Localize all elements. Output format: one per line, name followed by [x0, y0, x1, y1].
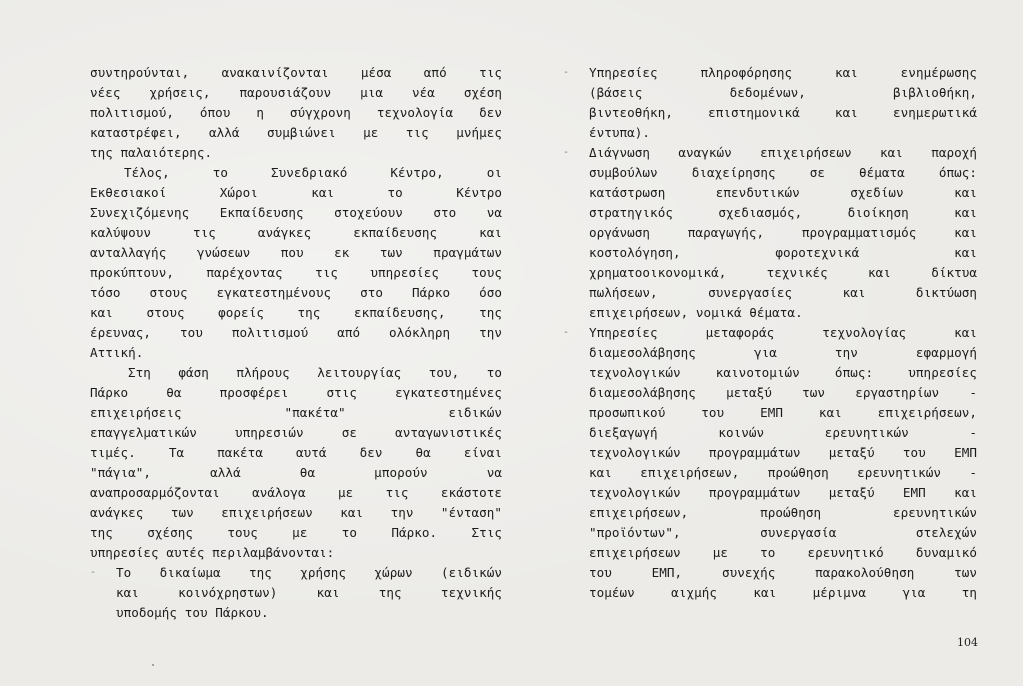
- text-line: προσωπικού του ΕΜΠ και επιχειρήσεων,: [589, 405, 977, 420]
- text-line: έρευνας, του πολιτισμού από ολόκληρη την: [90, 325, 502, 340]
- right-text-column: [563, 63, 977, 603]
- text-line: υποδομής του Πάρκου.: [116, 605, 269, 620]
- text-line: "πάγια", αλλά θα μπορούν να: [90, 465, 502, 480]
- bullet-dash: -: [563, 147, 570, 158]
- text-line: συντηρούνται, ανακαινίζονται μέσα από τις: [90, 65, 502, 80]
- text-line: "προϊόντων", συνεργασία στελεχών: [589, 525, 977, 540]
- text-line: διαμεσολάβησης μεταξύ των εργαστηρίων -: [589, 385, 977, 400]
- text-line: στρατηγικός σχεδιασμός, διοίκηση και: [589, 205, 977, 220]
- text-line: κατάστρωση επενδυτικών σχεδίων και: [589, 185, 977, 200]
- text-line: επιχειρήσεων με το ερευνητικό δυναμικό: [589, 545, 977, 560]
- text-line: Υπηρεσίες μεταφοράς τεχνολογίας και: [589, 325, 977, 340]
- bullet-item-information: [563, 63, 977, 143]
- text-line: τόσο στους εγκατεστημένους στο Πάρκο όσο: [90, 285, 502, 300]
- text-line: υπηρεσίες αυτές περιλαμβάνονται:: [90, 545, 335, 560]
- text-line: ανάγκες των επιχειρήσεων και την "ένταση": [90, 505, 502, 520]
- bullet-text: [589, 143, 977, 323]
- text-line: του ΕΜΠ, συνεχής παρακολούθηση των: [589, 565, 977, 580]
- text-line: τεχνολογικών καινοτομιών όπως: υπηρεσίες: [589, 365, 977, 380]
- text-line: τεχνολογικών προγραμμάτων μεταξύ ΕΜΠ και: [589, 485, 977, 500]
- text-line: χρηματοοικονομικά, τεχνικές και δίκτυα: [589, 265, 977, 280]
- text-line: επιχειρήσεων, νομικά θέματα.: [589, 305, 803, 320]
- text-line: επαγγελματικών υπηρεσιών σε ανταγωνιστικές: [90, 425, 502, 440]
- text-line: και στους φορείς της εκπαίδευσης, της: [90, 305, 502, 320]
- bullet-dash: -: [563, 67, 570, 78]
- bullet-text: [589, 323, 977, 603]
- bullet-text: [116, 563, 502, 623]
- text-line: Πάρκο θα προσφέρει στις εγκατεστημένες: [90, 385, 502, 400]
- text-line: Τέλος, το Συνεδριακό Κέντρο, οι: [124, 165, 502, 180]
- text-line: (βάσεις δεδομένων, βιβλιοθήκη,: [589, 85, 977, 100]
- text-line: νέες χρήσεις, παρουσιάζουν μια νέα σχέση: [90, 85, 502, 100]
- paragraph-conference-centre: [90, 163, 502, 363]
- page-number: 104: [957, 636, 978, 649]
- text-line: αναπροσαρμόζονται ανάλογα με τις εκάστοτε: [90, 485, 502, 500]
- text-line: τομέων αιχμής και μέριμνα για τη: [589, 585, 977, 600]
- text-line: της σχέσης τους με το Πάρκο. Στις: [90, 525, 502, 540]
- bullet-item-consulting: [563, 143, 977, 323]
- text-line: διεξαγωγή κοινών ερευνητικών -: [589, 425, 977, 440]
- text-line: διαμεσολάβησης για την εφαρμογή: [589, 345, 977, 360]
- bullet-text: [589, 63, 977, 143]
- text-line: Υπηρεσίες πληροφόρησης και ενημέρωσης: [589, 65, 977, 80]
- text-line: Εκθεσιακοί Χώροι και το Κέντρο: [90, 185, 502, 200]
- text-line: Το δικαίωμα της χρήσης χώρων (ειδικών: [116, 565, 502, 580]
- scan-speck: [152, 664, 154, 666]
- text-line: οργάνωση παραγωγής, προγραμματισμός και: [589, 225, 977, 240]
- text-line: της παλαιότερης.: [90, 145, 213, 160]
- paragraph-continuation: [90, 63, 502, 163]
- text-line: επιχειρήσεις "πακέτα" ειδικών: [90, 405, 502, 420]
- text-line: τεχνολογικών προγραμμάτων μεταξύ του ΕΜΠ: [589, 445, 977, 460]
- text-line: προκύπτουν, παρέχοντας τις υπηρεσίες τους: [90, 265, 502, 280]
- bullet-item-technology-transfer: [563, 323, 977, 603]
- text-line: Στη φάση πλήρους λειτουργίας του, το: [128, 365, 502, 380]
- text-line: καλύψουν τις ανάγκες εκπαίδευσης και: [90, 225, 502, 240]
- bullet-dash: -: [563, 327, 570, 338]
- text-line: τιμές. Τα πακέτα αυτά δεν θα είναι: [90, 445, 502, 460]
- paragraph-services-intro: [90, 363, 502, 563]
- text-line: Διάγνωση αναγκών επιχειρήσεων και παροχή: [589, 145, 977, 160]
- left-text-column: [90, 63, 502, 623]
- text-line: επιχειρήσεων, προώθηση ερευνητικών: [589, 505, 977, 520]
- text-line: και κοινόχρηστων) και της τεχνικής: [116, 585, 502, 600]
- bullet-item-space-usage: [90, 563, 502, 623]
- text-line: καταστρέφει, αλλά συμβιώνει με τις μνήμες: [90, 125, 502, 140]
- text-line: βιντεοθήκη, επιστημονικά και ενημερωτικά: [589, 105, 977, 120]
- text-line: ανταλλαγής γνώσεων που εκ των πραγμάτων: [90, 245, 502, 260]
- text-line: συμβούλων διαχείρησης σε θέματα όπως:: [589, 165, 977, 180]
- text-line: πωλήσεων, συνεργασίες και δικτύωση: [589, 285, 977, 300]
- text-line: πολιτισμού, όπου η σύγχρονη τεχνολογία δεν: [90, 105, 502, 120]
- text-line: κοστολόγηση, φοροτεχνικά και: [589, 245, 977, 260]
- text-line: Αττική.: [90, 345, 144, 360]
- text-line: έντυπα).: [589, 125, 651, 140]
- bullet-dash: -: [90, 567, 97, 578]
- text-line: και επιχειρήσεων, προώθηση ερευνητικών -: [589, 465, 977, 480]
- text-line: Συνεχιζόμενης Εκπαίδευσης στοχεύουν στο να: [90, 205, 502, 220]
